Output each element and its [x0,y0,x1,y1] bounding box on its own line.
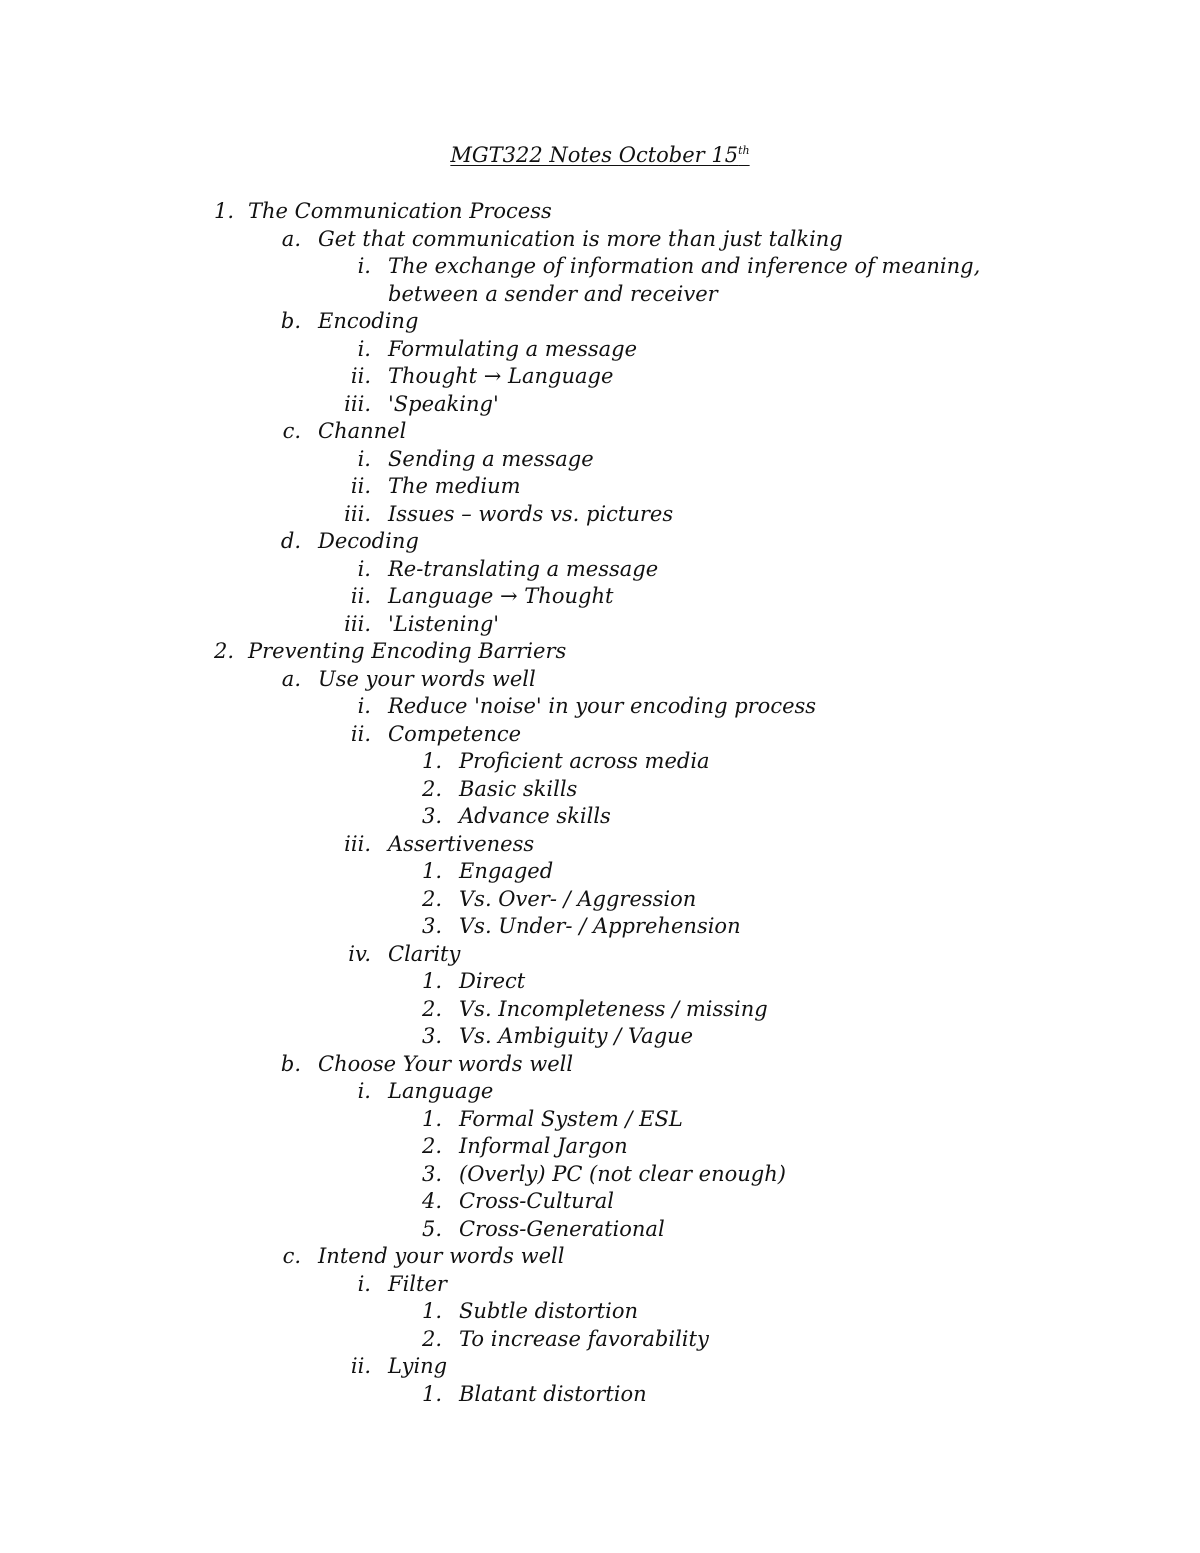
outline-item-marker: 1. [421,969,442,993]
title-text: MGT322 Notes October 15 [450,143,739,167]
outline-item-text: Vs. Under- / Apprehension [459,914,741,938]
outline-item-marker: a. [281,666,301,691]
outline-item-text: Engaged [459,859,554,883]
outline-item-text: Vs. Incompleteness / missing [459,996,768,1021]
outline-item-level-4 [0,1023,1200,1051]
outline-item-level-3 [0,336,1200,364]
outline-item-text: Cross-Cultural [459,1189,614,1213]
outline-item-text: Lying [388,1354,448,1378]
outline-item-marker: i. [357,556,371,581]
outline-item-text: Language → Thought [388,584,614,608]
outline-item-level-3 [0,446,1200,474]
outline-item-text: To increase favorability [459,1326,709,1351]
outline-item-level-4 [0,1188,1200,1216]
outline-item-text: Vs. Ambiguity / Vague [459,1024,694,1048]
outline-item-level-4 [0,858,1200,886]
outline-item-marker: ii. [350,474,371,498]
outline-item-level-2 [0,1243,1200,1271]
outline-item-level-4 [0,1298,1200,1326]
outline-item-level-2 [0,666,1200,694]
outline-item-level-3 [0,473,1200,501]
outline-item-level-3 [0,1271,1200,1299]
outline-item-marker: iii. [344,501,371,526]
outline-item-marker: 4. [421,1189,442,1213]
outline-item-marker: 1. [421,859,442,883]
outline-item-marker: 1. [421,1381,442,1406]
outline-item-marker: i. [357,336,371,361]
outline-item-level-2 [0,226,1200,254]
outline-item-level-3 [0,1078,1200,1106]
outline-item-text: Get that communication is more than just talking [318,226,843,251]
outline-item-level-3 [0,693,1200,721]
outline-item-marker: i. [357,1271,371,1296]
outline-item-level-2 [0,528,1200,556]
outline-item-level-4 [0,968,1200,996]
outline-item-level-3 [0,253,1200,308]
outline-item-text: Blatant distortion [459,1381,647,1406]
outline-item-marker: a. [281,226,301,251]
outline-item-text: The medium [388,474,521,498]
outline-item-marker: iv. [348,941,371,966]
outline-item-level-2 [0,308,1200,336]
outline-item-level-2 [0,1051,1200,1079]
outline-item-level-2 [0,418,1200,446]
outline-item-text: Choose Your words well [318,1051,574,1076]
outline-item-text: Assertiveness [388,831,535,856]
outline-item-text: Thought → Language [388,364,614,388]
outline-item-text: Vs. Over- / Aggression [459,886,697,911]
outline-item-text: Subtle distortion [459,1299,638,1323]
outline-item-marker: ii. [350,364,371,388]
outline-item-text: Direct [459,969,526,993]
outline-item-text: Decoding [318,529,419,553]
outline-item-text: Issues – words vs. pictures [388,501,674,526]
outline-item-level-3 [0,1353,1200,1381]
outline-item-marker: d. [280,529,301,553]
outline-item-level-4 [0,1326,1200,1354]
outline-item-marker: 2. [421,1134,442,1158]
outline-item-text: Channel [318,419,407,443]
outline-item-marker: 2. [421,996,442,1021]
outline-item-level-4 [0,1381,1200,1409]
outline-item-level-3 [0,941,1200,969]
outline-item-text: The Communication Process [248,199,552,223]
outline-item-marker: b. [280,309,301,333]
document-title [0,142,1200,170]
outline-item-marker: 3. [421,1161,442,1186]
outline-item-marker: 1. [213,199,234,223]
outline-item-text: Competence [388,721,522,746]
outline-item-text: Cross-Generational [459,1216,665,1241]
outline-item-text: Use your words well [318,666,536,691]
outline-item-text: Filter [388,1271,447,1296]
outline-item-level-4 [0,748,1200,776]
outline-item-text: Formal System / ESL [459,1106,683,1131]
outline-item-level-4 [0,996,1200,1024]
outline-item-marker: b. [280,1051,301,1076]
outline-item-text: Encoding [318,309,419,333]
outline-item-text: Advance skills [459,804,611,828]
outline-item-level-1 [0,638,1200,666]
outline-item-text: Re-translating a message [388,556,659,581]
outline-item-level-3 [0,556,1200,584]
outline-item-text: Formulating a message [388,336,638,361]
outline-item-marker: 3. [421,804,442,828]
outline-item-level-1 [0,198,1200,226]
outline-item-marker: 2. [213,639,234,663]
outline-item-marker: i. [357,254,371,278]
outline-item-marker: 3. [421,1024,442,1048]
outline-item-marker: 2. [421,776,442,801]
outline-item-text: Informal Jargon [459,1134,628,1158]
notes-outline [0,198,1200,1408]
outline-item-text: (Overly) PC (not clear enough) [459,1161,786,1186]
outline-item-text: 'Speaking' [388,391,499,416]
outline-item-text: Language [388,1079,494,1103]
title-superscript: th [738,144,750,157]
outline-item-text: Proficient across media [459,749,710,773]
outline-item-text: Sending a message [388,446,594,471]
outline-item-level-4 [0,913,1200,941]
outline-item-text: Preventing Encoding Barriers [248,639,567,663]
outline-item-text: Intend your words well [318,1244,565,1268]
outline-item-marker: 2. [421,886,442,911]
outline-item-text: 'Listening' [388,611,500,636]
outline-item-level-3 [0,391,1200,419]
outline-item-level-3 [0,721,1200,749]
outline-item-marker: c. [282,1244,301,1268]
outline-item-marker: i. [357,694,371,718]
outline-item-level-3 [0,583,1200,611]
outline-item-marker: 5. [421,1216,442,1241]
outline-item-level-4 [0,1133,1200,1161]
outline-item-level-4 [0,1216,1200,1244]
outline-item-marker: 1. [421,1299,442,1323]
outline-item-level-3 [0,501,1200,529]
outline-item-marker: iii. [344,831,371,856]
outline-item-marker: ii. [350,1354,371,1378]
outline-item-level-4 [0,886,1200,914]
outline-item-marker: 3. [421,914,442,938]
outline-item-marker: ii. [350,584,371,608]
outline-item-marker: i. [357,446,371,471]
outline-item-marker: iii. [344,391,371,416]
outline-item-text: The exchange of information and inference of meaning, between a sender and receiver [388,254,987,306]
outline-item-level-4 [0,1161,1200,1189]
outline-item-level-4 [0,776,1200,804]
outline-item-level-3 [0,611,1200,639]
outline-item-marker: i. [357,1079,371,1103]
outline-item-marker: c. [282,419,301,443]
outline-item-level-4 [0,1106,1200,1134]
outline-item-marker: ii. [350,721,371,746]
outline-item-level-3 [0,831,1200,859]
outline-item-marker: 2. [421,1326,442,1351]
outline-item-marker: 1. [421,1106,442,1131]
outline-item-level-3 [0,363,1200,391]
outline-item-marker: iii. [344,611,371,636]
outline-item-marker: 1. [421,749,442,773]
outline-item-level-4 [0,803,1200,831]
outline-item-text: Clarity [388,941,461,966]
outline-item-text: Basic skills [459,776,578,801]
outline-item-text: Reduce 'noise' in your encoding process [388,694,817,718]
